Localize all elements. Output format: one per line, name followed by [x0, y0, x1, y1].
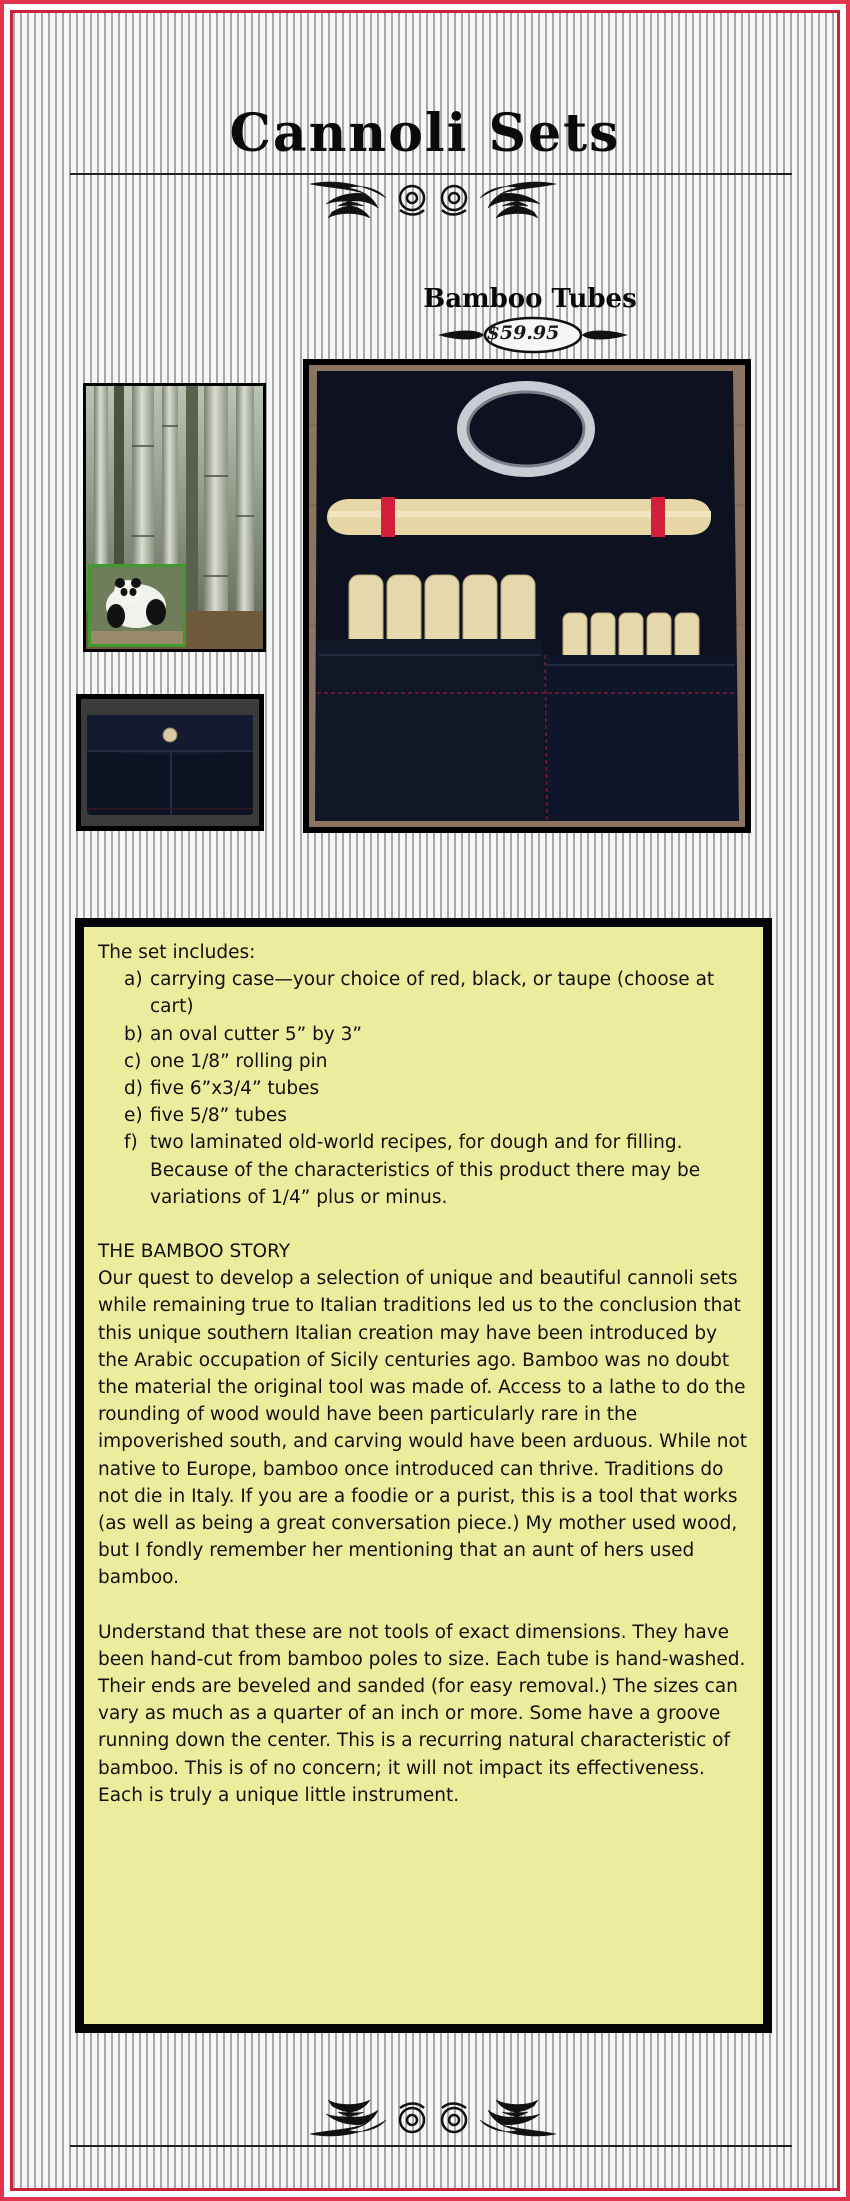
list-item: f) two laminated old-world recipes, for dough and for filling. Because of the characteristics of this product there may be variations of 1/4” plus or minus. — [124, 1132, 701, 1208]
list-item: e) five 5/8” tubes — [124, 1105, 287, 1127]
top-divider — [70, 173, 792, 175]
list-item: d) five 6”x3/4” tubes — [124, 1078, 320, 1100]
product-price: $59.95 — [486, 322, 560, 344]
bamboo-story-paragraph: Our quest to develop a selection of unique and beautiful cannoli sets while remaining true to Italian traditions led us to the conclusion that this unique southern Italian creation may have been introduced by the Arabic occupation of Sicily centuries ago. Bamboo was no doubt the material the original tool was made of. Access to a lathe to do the rounding of wood would have been particularly rare in the impoverished south, and carving would have been arduous. While not native to Europe, bamboo once introduced can thrive. Traditions do not die in Italy. If you are a foodie or a purist, this is a tool that works (as well as being a great conversation piece.) My mother used wood, but I fondly remember her mentioning that an aunt of hers used bamboo. — [98, 1268, 748, 1589]
description-panel — [75, 918, 772, 2033]
open-case-photo[interactable] — [303, 359, 751, 833]
top-scroll-ornament-icon — [308, 176, 558, 222]
list-item: b) an oval cutter 5” by 3” — [124, 1023, 363, 1045]
bamboo-story-heading: THE BAMBOO STORY — [98, 1241, 291, 1263]
set-includes-list — [98, 966, 751, 1211]
page-title: Cannoli Sets — [229, 103, 621, 164]
bottom-scroll-ornament-icon — [308, 2096, 558, 2142]
dimensions-paragraph: Understand that these are not tools of exact dimensions. They have been hand-cut from bamboo poles to size. Each tube is hand-washed. Their ends are beveled and sanded (for easy removal.) The sizes can vary as much as a quarter of an inch or more. Some have a groove running down the center. This is a recurring natural characteristic of bamboo. This is of no concern; it will not impact its effectiveness. Each is truly a unique little instrument. — [98, 1621, 746, 1806]
list-item: c) one 1/8” rolling pin — [124, 1050, 328, 1072]
closed-case-photo[interactable] — [76, 694, 264, 831]
bottom-divider — [70, 2145, 792, 2147]
set-includes-heading: The set includes: — [98, 942, 256, 963]
list-item: a) carrying case—your choice of red, black, or taupe (choose at cart) — [124, 969, 715, 1018]
bamboo-forest-photo[interactable] — [83, 383, 266, 652]
product-name: Bamboo Tubes — [423, 284, 637, 314]
